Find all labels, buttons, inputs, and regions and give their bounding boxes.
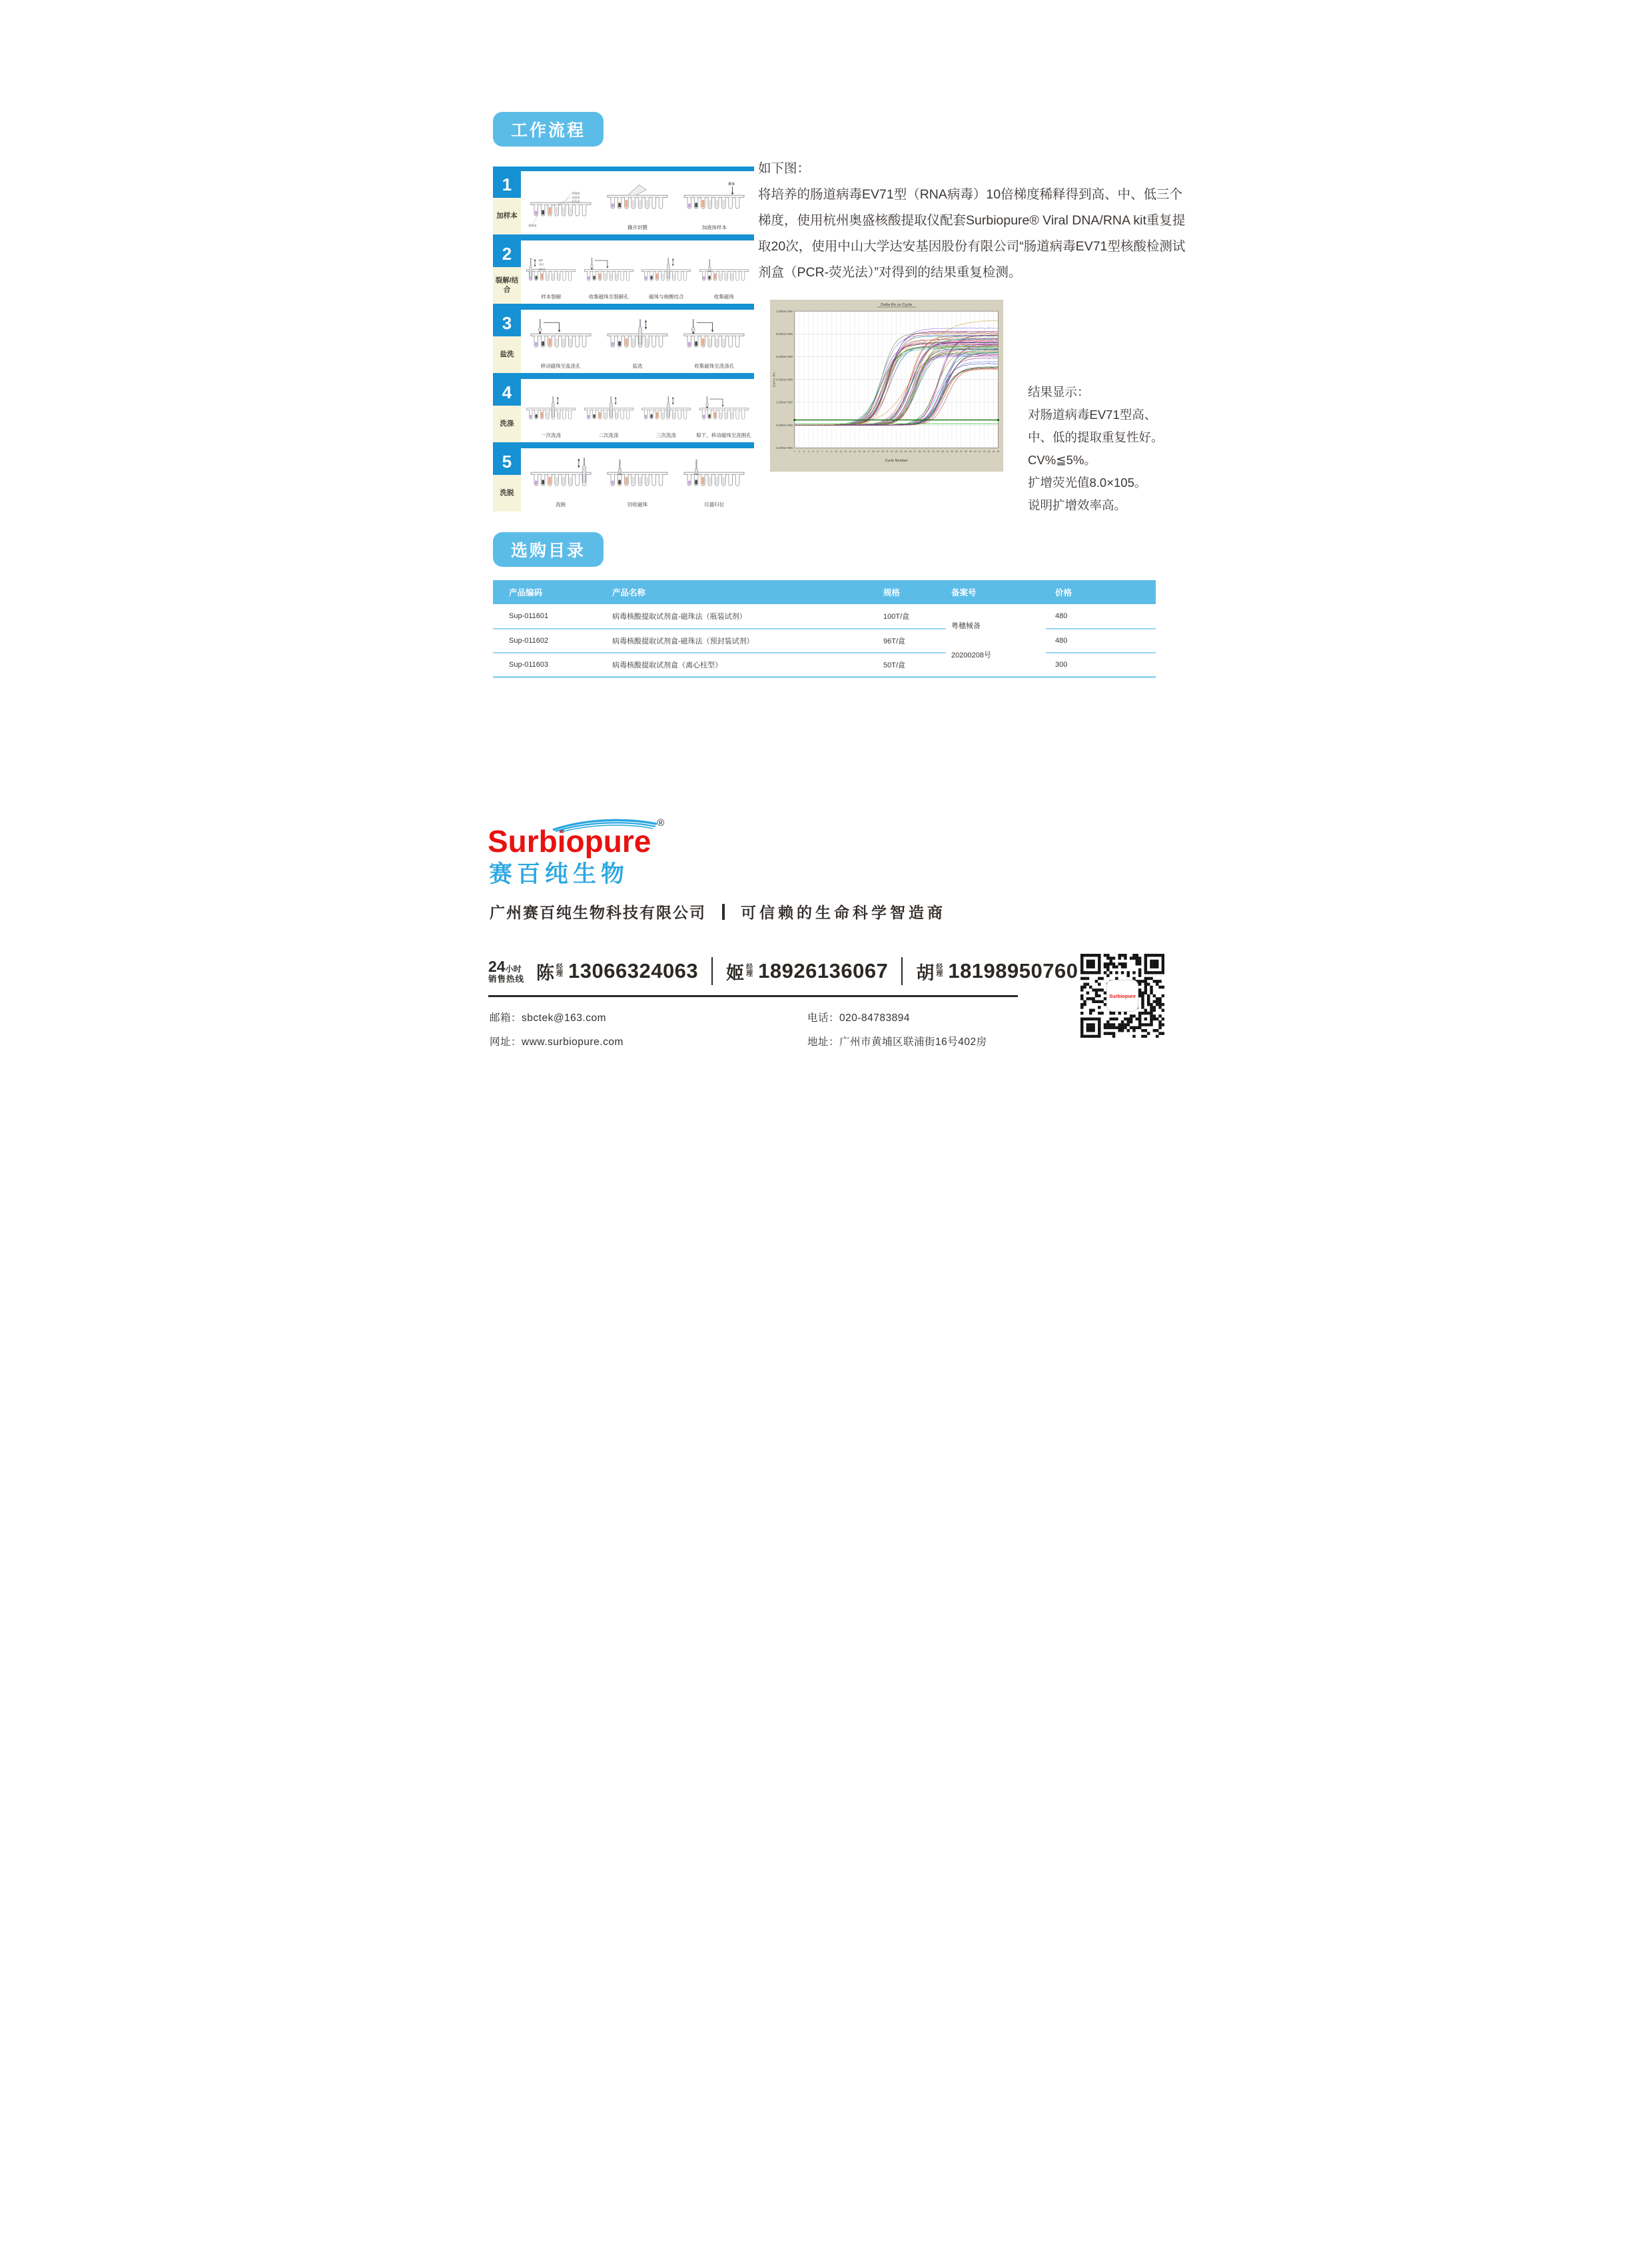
svg-text:29: 29 xyxy=(923,450,926,454)
illustration-caption: 收集磁珠 xyxy=(713,294,734,300)
workflow-step-2 xyxy=(493,240,754,304)
svg-text:11: 11 xyxy=(839,450,843,454)
svg-text:6.000e+005: 6.000e+005 xyxy=(775,356,793,360)
illustration-caption: 盐洗 xyxy=(632,363,643,369)
company-line xyxy=(490,901,946,923)
divider xyxy=(901,957,903,985)
svg-text:3: 3 xyxy=(803,450,805,454)
workflow-section-badge: 工作流程 xyxy=(493,112,604,147)
svg-text:33: 33 xyxy=(941,450,944,454)
logo-chinese: 赛百纯生物 xyxy=(489,861,629,887)
workflow-illustration xyxy=(681,458,747,508)
address-row xyxy=(807,1034,987,1048)
contact-title: 经理 xyxy=(936,963,943,978)
svg-text:25: 25 xyxy=(904,450,907,454)
wechat-qr-code xyxy=(1080,954,1164,1038)
cell-price: 480 xyxy=(1055,612,1068,620)
workflow-illustration xyxy=(582,396,636,439)
svg-text:40: 40 xyxy=(973,450,977,454)
phone-value: 020-84783894 xyxy=(839,1012,911,1024)
svg-text:Delta Rn vs Cycle: Delta Rn vs Cycle xyxy=(881,303,913,308)
contact-phone: 13066324063 xyxy=(568,959,699,982)
registration-cell xyxy=(946,604,1046,676)
tube-strip-icon xyxy=(528,319,594,361)
tube-strip-icon xyxy=(524,258,578,292)
results-text xyxy=(1028,381,1214,517)
tube-strip-icon xyxy=(681,319,747,361)
workflow-step-3 xyxy=(493,310,754,373)
svg-text:9: 9 xyxy=(831,450,833,454)
illustration-caption: 洗脱 xyxy=(556,502,566,508)
email-row xyxy=(490,1010,606,1024)
svg-text:39: 39 xyxy=(969,450,972,454)
svg-text:35: 35 xyxy=(951,450,953,454)
illustration-caption: 收集磁珠至裂解孔 xyxy=(588,294,629,300)
workflow-step-number: 5 xyxy=(493,448,521,475)
svg-text:43: 43 xyxy=(987,450,991,454)
workflow-illustration xyxy=(528,319,594,370)
svg-text:36: 36 xyxy=(955,450,958,454)
workflow-step-5 xyxy=(493,448,754,512)
contact-name: 胡 xyxy=(916,962,935,983)
contact-name: 陈 xyxy=(536,962,555,983)
sales-hotline xyxy=(488,957,1078,985)
svg-text:裂解液: 裂解液 xyxy=(528,223,537,227)
contact-phone: 18926136067 xyxy=(758,959,889,982)
workflow-step-number: 2 xyxy=(493,240,521,267)
column-header-reg: 备案号 xyxy=(946,580,1046,604)
results-line: 对肠道病毒EV71型高、 xyxy=(1028,408,1157,422)
tube-strip-icon xyxy=(604,319,671,361)
illustration-caption: 收集磁珠至洗涤孔 xyxy=(694,363,735,369)
svg-text:21: 21 xyxy=(885,450,889,454)
svg-text:41: 41 xyxy=(978,450,981,454)
tube-strip-icon xyxy=(582,396,636,430)
intro-lead: 如下图： xyxy=(758,161,811,176)
results-line: CV%≦5%。 xyxy=(1028,453,1096,467)
illustration-caption: 磁珠与核酸结合 xyxy=(649,294,684,300)
column-header-price: 价格 xyxy=(1046,580,1156,604)
catalog-section-badge: 选购目录 xyxy=(493,532,604,567)
hotline-contact xyxy=(916,958,1078,984)
workflow-illustration xyxy=(681,319,747,370)
illustration-caption: 三次洗涤 xyxy=(655,432,676,438)
svg-text:42: 42 xyxy=(983,450,986,454)
svg-text:-2.000e+005: -2.000e+005 xyxy=(775,447,793,451)
svg-text:7: 7 xyxy=(821,450,823,454)
svg-text:30: 30 xyxy=(927,450,931,454)
column-header-spec: 规格 xyxy=(873,580,946,604)
qpcr-chart-svg xyxy=(770,300,1003,472)
qpcr-amplification-chart xyxy=(770,300,1003,472)
svg-text:6: 6 xyxy=(817,450,819,454)
workflow-divider xyxy=(493,234,754,240)
workflow-illustration xyxy=(528,188,594,231)
cell-product-code: Sup-011602 xyxy=(493,628,590,652)
svg-text:12: 12 xyxy=(844,450,847,454)
email-value[interactable]: sbctek@163.com xyxy=(522,1012,606,1024)
website-value[interactable]: www.surbiopure.com xyxy=(522,1036,623,1048)
svg-text:15: 15 xyxy=(858,450,861,454)
address-label: 地址： xyxy=(807,1036,840,1048)
results-line: 说明扩增效率高。 xyxy=(1028,498,1127,512)
workflow-intro xyxy=(758,156,1186,286)
contact-title: 经理 xyxy=(556,963,564,978)
hotline-hours: 24 xyxy=(488,958,506,976)
workflow-illustration xyxy=(528,458,594,508)
email-label: 邮箱： xyxy=(490,1012,522,1024)
illustration-caption: 回收磁珠 xyxy=(627,502,647,508)
tube-strip-icon xyxy=(582,258,636,292)
workflow-step-label: 裂解/结合 xyxy=(493,267,521,304)
phone-label: 电话： xyxy=(807,1012,840,1024)
illustration-caption: 加液体样本 xyxy=(701,224,727,230)
svg-text:4.000e+005: 4.000e+005 xyxy=(775,378,793,382)
svg-text:2: 2 xyxy=(798,450,800,454)
cell-product-name: 病毒核酸提取试剂盒-磁珠法（预封装试剂） xyxy=(590,628,873,652)
svg-text:14: 14 xyxy=(853,450,857,454)
workflow-illustration xyxy=(681,181,747,231)
cell-product-name: 病毒核酸提取试剂盒（离心柱型） xyxy=(590,652,873,676)
svg-text:31: 31 xyxy=(932,450,935,454)
cell-spec: 96T/盒 xyxy=(873,628,946,652)
hotline-contact xyxy=(536,958,698,984)
workflow-illustration xyxy=(639,396,693,439)
website-label: 网址： xyxy=(490,1036,522,1048)
tube-strip-icon xyxy=(697,258,751,292)
svg-text:37: 37 xyxy=(959,450,963,454)
svg-text:5: 5 xyxy=(812,450,814,454)
workflow-illustration xyxy=(524,396,578,439)
svg-text:4: 4 xyxy=(807,450,809,454)
workflow-divider xyxy=(493,373,754,379)
svg-text:振动: 振动 xyxy=(539,263,544,266)
svg-text:16: 16 xyxy=(863,450,865,454)
cell-price: 300 xyxy=(1046,652,1156,676)
svg-text:13: 13 xyxy=(849,450,852,454)
tube-strip-icon xyxy=(604,181,671,222)
cell-spec: 100T/盒 xyxy=(883,613,910,621)
results-line: 结果显示： xyxy=(1028,385,1090,399)
svg-text:Delta Rn: Delta Rn xyxy=(773,372,777,388)
cell-spec: 50T/盒 xyxy=(873,652,946,676)
brand-name: Surbiopure xyxy=(488,824,651,859)
svg-text:盐洗液: 盐洗液 xyxy=(571,200,580,204)
tube-strip-icon xyxy=(639,396,693,430)
column-header-name: 产品名称 xyxy=(590,580,873,604)
workflow-step-number: 1 xyxy=(493,171,521,198)
registration-line: 20200208号 xyxy=(951,651,991,659)
workflow-illustration xyxy=(696,396,751,439)
svg-text:44: 44 xyxy=(992,450,995,454)
illustration-caption: 二次洗涤 xyxy=(598,432,619,438)
illustration-caption: 一次洗涤 xyxy=(541,432,562,438)
divider xyxy=(722,904,725,920)
intro-paragraph: 将培养的肠道病毒EV71型（RNA病毒）10倍梯度稀释得到高、中、低三个梯度，使用杭州奥盛核酸提取仪配套Surbiopure® Viral DNA/RNA kit重复提取20次，使用中山大学达安基因股份有限公司“肠道病毒EV71型核酸检测试剂盒（PCR-荧光法）”对得到的结果重复检测。 xyxy=(758,187,1186,280)
tube-strip-icon xyxy=(681,458,747,500)
workflow-top-bar xyxy=(493,167,754,171)
phone-row xyxy=(807,1010,910,1024)
svg-text:8.000e+005: 8.000e+005 xyxy=(775,332,793,336)
tube-strip-icon xyxy=(681,181,747,222)
website-row xyxy=(490,1034,623,1048)
column-header-code: 产品编码 xyxy=(493,580,590,604)
svg-text:24: 24 xyxy=(899,450,903,454)
illustration-caption: 撕开封膜 xyxy=(627,224,647,230)
workflow-illustration xyxy=(604,181,671,231)
workflow-illustration xyxy=(604,319,671,370)
qr-center-logo: Surbiopure xyxy=(1106,980,1138,1012)
workflow-illustration xyxy=(582,258,636,300)
registration-line: 粤穗械备 xyxy=(951,622,981,630)
workflow-illustration xyxy=(639,258,693,300)
svg-text:磁棒: 磁棒 xyxy=(538,259,544,262)
cell-product-code: Sup-011603 xyxy=(493,652,590,676)
workflow-step-number: 3 xyxy=(493,310,521,336)
workflow-diagram xyxy=(493,167,754,512)
illustration-caption: 仪器归位 xyxy=(704,502,725,508)
illustration-caption: 移动磁珠至盐洗孔 xyxy=(540,363,581,369)
svg-text:28: 28 xyxy=(918,450,921,454)
svg-text:19: 19 xyxy=(877,450,879,454)
svg-text:样本: 样本 xyxy=(728,183,735,187)
workflow-step-4 xyxy=(493,379,754,442)
workflow-divider xyxy=(493,442,754,448)
svg-text:17: 17 xyxy=(867,450,870,454)
svg-text:磁棒套: 磁棒套 xyxy=(538,268,546,271)
cell-product-code: Sup-011601 xyxy=(509,612,549,620)
svg-text:27: 27 xyxy=(913,450,917,454)
divider xyxy=(711,957,713,985)
svg-text:0.000e+000: 0.000e+000 xyxy=(775,424,793,428)
results-line: 中、低的提取重复性好。 xyxy=(1028,430,1164,444)
svg-text:22: 22 xyxy=(890,450,893,454)
svg-text:45: 45 xyxy=(997,450,1000,454)
hotline-label: 24小时 销售热线 xyxy=(488,958,525,984)
contact-title: 经理 xyxy=(746,963,753,978)
tube-strip-icon xyxy=(528,458,594,500)
workflow-step-1 xyxy=(493,171,754,234)
svg-text:38: 38 xyxy=(964,450,967,454)
tube-strip-icon xyxy=(524,396,578,430)
company-name: 广州赛百纯生物科技有限公司 xyxy=(490,904,706,921)
svg-text:2.000e+005: 2.000e+005 xyxy=(775,401,793,405)
workflow-step-label: 洗脱 xyxy=(493,475,521,512)
workflow-illustration xyxy=(604,458,671,508)
cell-product-name: 病毒核酸提取试剂盒-磁珠法（瓶装试剂） xyxy=(612,613,747,621)
svg-text:20: 20 xyxy=(881,450,884,454)
svg-text:32: 32 xyxy=(937,450,940,454)
workflow-step-label: 加样本 xyxy=(493,198,521,234)
svg-text:23: 23 xyxy=(895,450,898,454)
illustration-caption: 样本裂解 xyxy=(541,294,562,300)
svg-text:8: 8 xyxy=(826,450,828,454)
footer-rule xyxy=(488,995,1018,997)
results-line: 扩增荧光值8.0×105。 xyxy=(1028,476,1147,490)
tube-strip-icon xyxy=(604,458,671,500)
illustration-caption: 晾干，移动磁珠至洗脱孔 xyxy=(696,432,751,438)
contact-name: 姬 xyxy=(726,962,745,983)
tube-strip-icon xyxy=(697,396,751,430)
workflow-step-number: 4 xyxy=(493,379,521,406)
logo-wordmark xyxy=(488,817,665,859)
svg-text:18: 18 xyxy=(872,450,875,454)
address-value: 广州市黄埔区联浦街16号402房 xyxy=(839,1036,987,1048)
svg-text:26: 26 xyxy=(909,450,912,454)
cell-price: 480 xyxy=(1046,628,1156,652)
workflow-illustration xyxy=(697,258,751,300)
company-slogan: 可信赖的生命科学智造商 xyxy=(741,904,946,921)
svg-text:10: 10 xyxy=(835,450,838,454)
svg-text:1.000e+006: 1.000e+006 xyxy=(775,310,793,314)
tube-strip-icon xyxy=(639,258,693,292)
workflow-illustration xyxy=(524,258,578,300)
swoosh-icon xyxy=(552,816,659,832)
registered-mark: ® xyxy=(657,817,665,829)
workflow-step-label: 盐洗 xyxy=(493,336,521,373)
tube-strip-icon xyxy=(528,188,594,230)
svg-text:洗涤液: 洗涤液 xyxy=(571,195,580,199)
svg-text:34: 34 xyxy=(946,450,949,454)
svg-text:1: 1 xyxy=(793,450,795,454)
workflow-step-label: 洗涤 xyxy=(493,406,521,442)
workflow-divider xyxy=(493,304,754,310)
brochure-page xyxy=(413,0,1239,1121)
svg-text:Cycle Number: Cycle Number xyxy=(885,459,908,464)
svg-text:洗脱液: 洗脱液 xyxy=(571,191,580,195)
catalog-table xyxy=(493,580,1156,678)
contact-phone: 18198950760 xyxy=(948,959,1078,982)
hotline-contact xyxy=(726,958,888,984)
